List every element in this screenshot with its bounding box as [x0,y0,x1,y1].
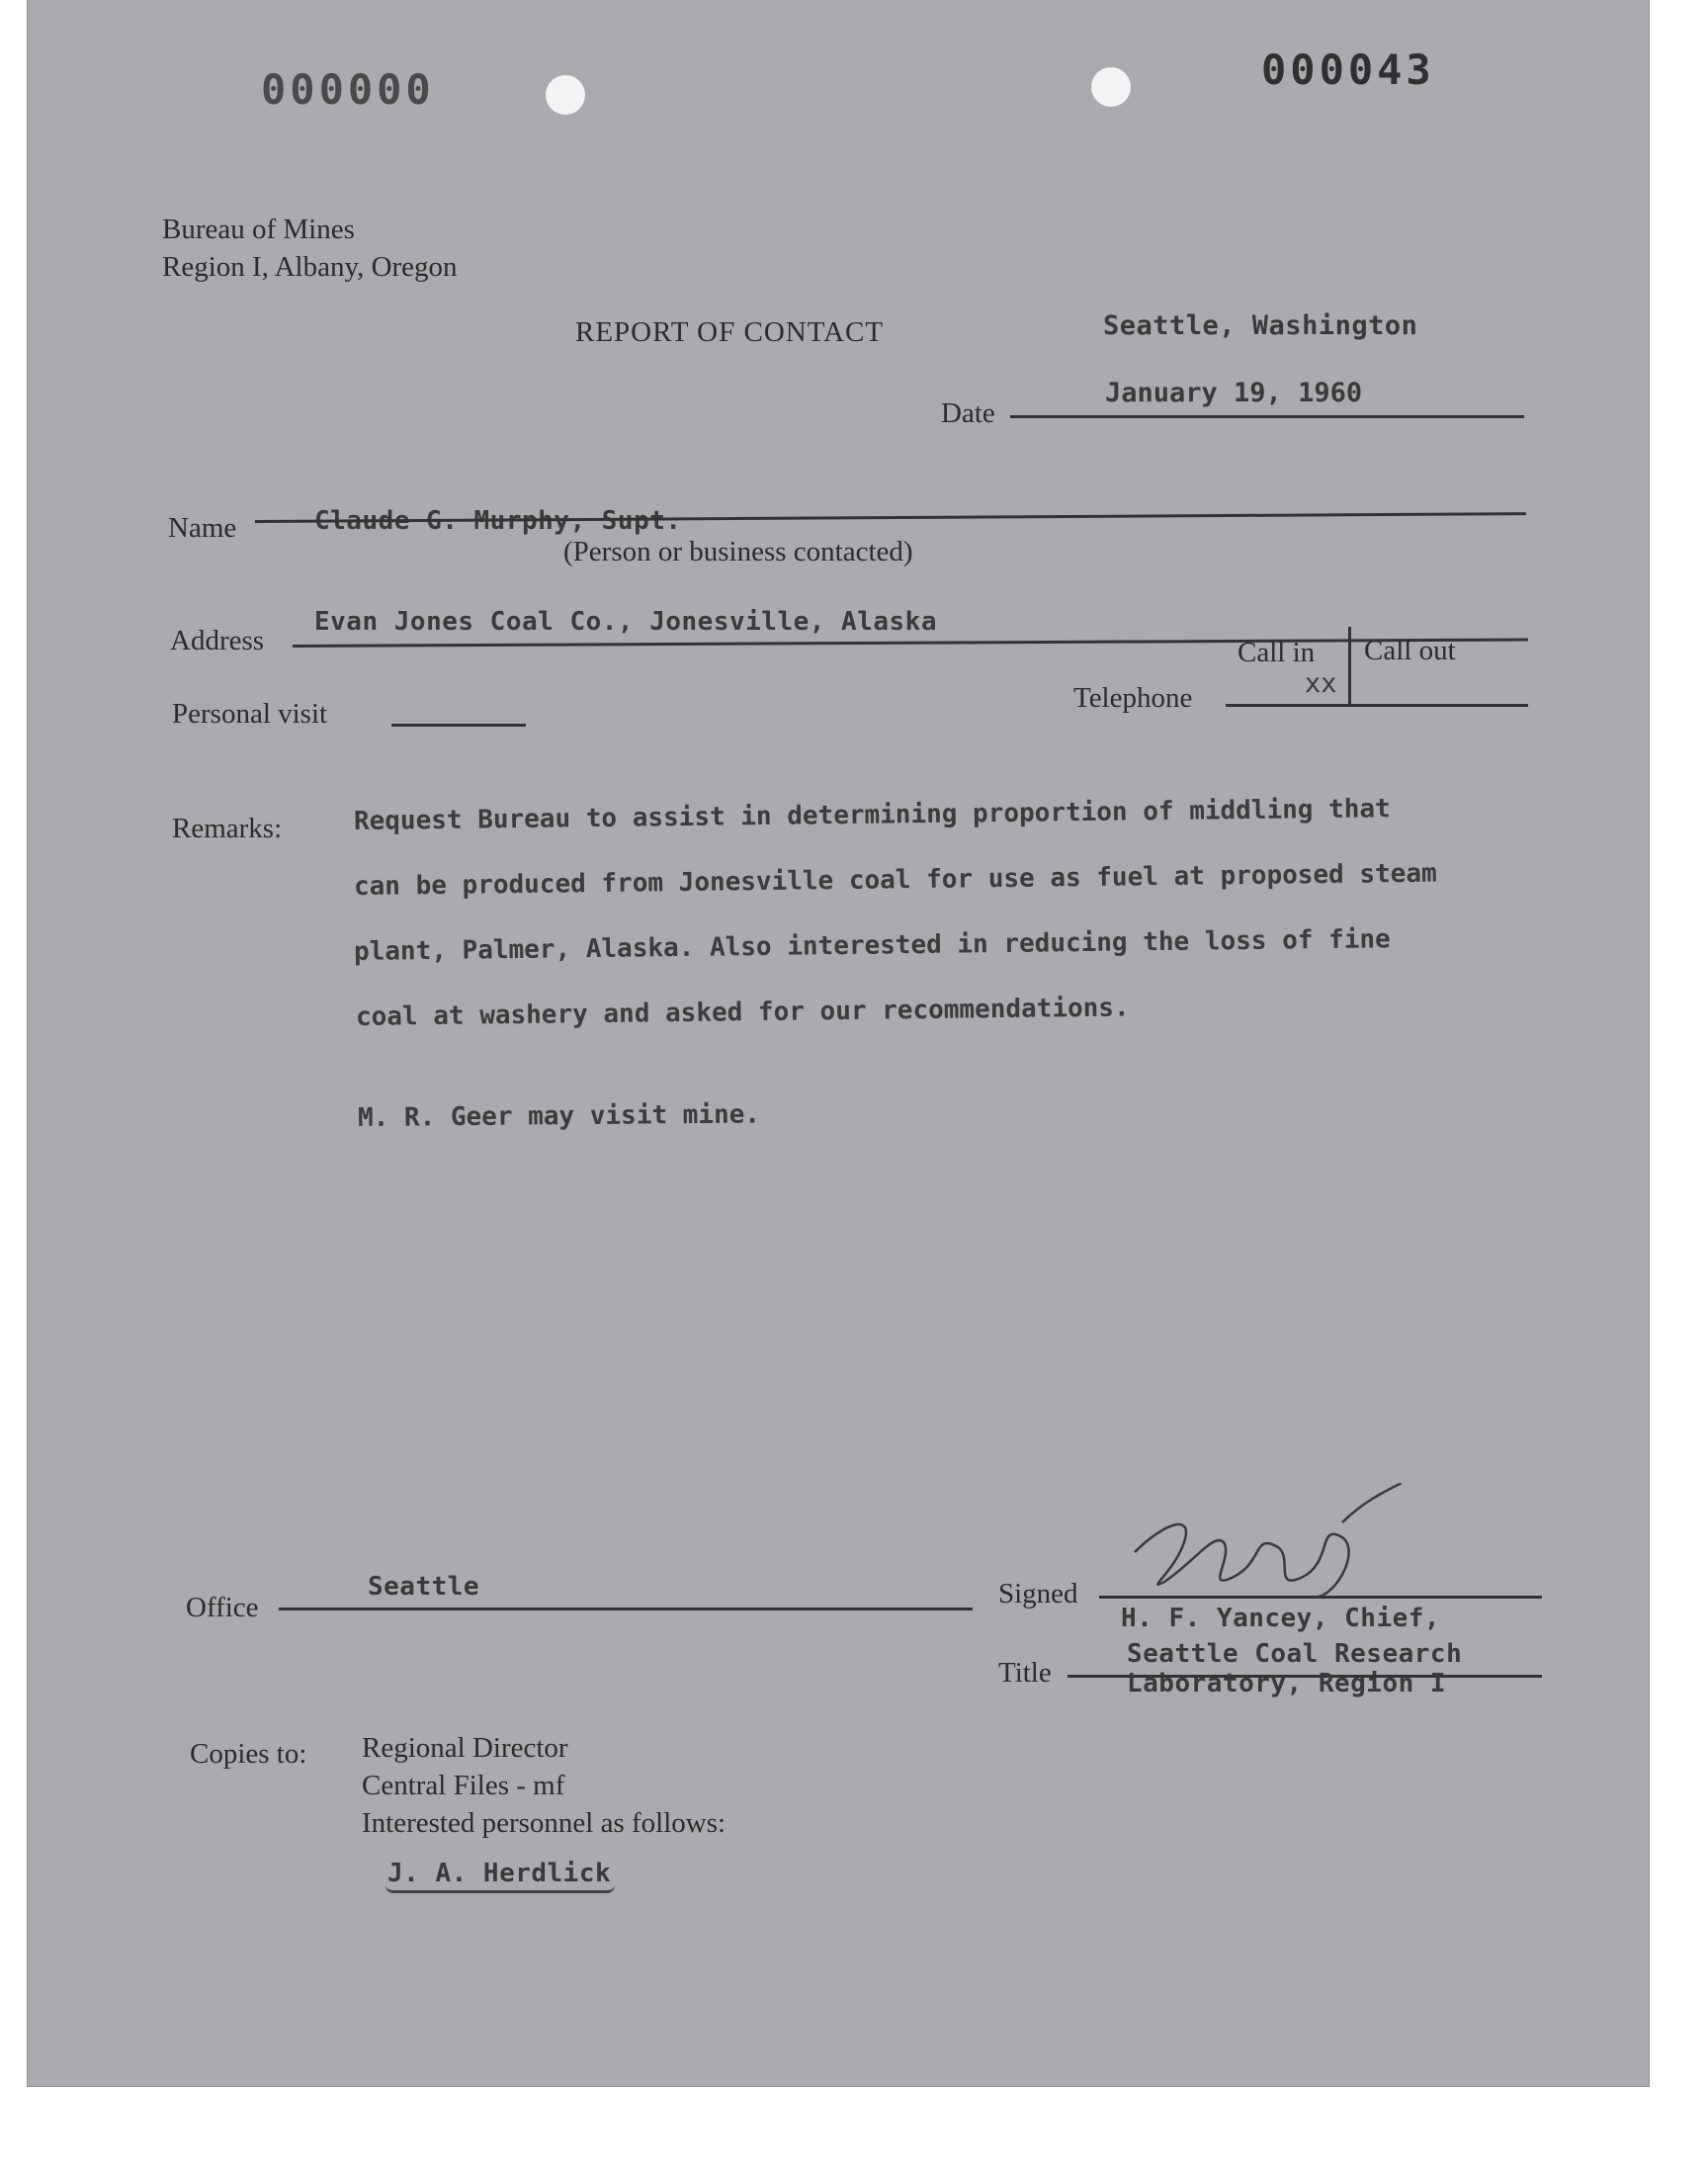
punch-hole-left [546,75,585,115]
remarks-line-3: plant, Palmer, Alaska. Also interested in reducing the loss of fine [353,924,1391,967]
report-location: Seattle, Washington [1103,310,1418,341]
remarks-label: Remarks: [172,813,283,844]
personal-visit-label: Personal visit [172,698,328,730]
copies-item-1: Regional Director [362,1732,568,1764]
call-in-label: Call in [1238,637,1316,668]
document-page [28,0,1649,2086]
remarks-line-2: can be produced from Jonesville coal for use as fuel at proposed steam [353,858,1437,902]
call-out-label: Call out [1364,635,1456,666]
personal-visit-line [391,724,526,727]
remarks-line-4: coal at washery and asked for our recommendations. [355,993,1130,1032]
call-in-mark: xx [1305,668,1337,699]
copies-person: J. A. Herdlick [385,1859,615,1893]
agency-name: Bureau of Mines [162,214,355,245]
title-line-1: Seattle Coal Research [1127,1639,1463,1669]
date-value: January 19, 1960 [1105,378,1363,408]
office-label: Office [186,1592,259,1623]
address-line [293,638,1528,648]
address-label: Address [170,625,265,656]
signed-label: Signed [998,1578,1078,1610]
remarks-note: M. R. Geer may visit mine. [357,1099,761,1133]
date-label: Date [941,397,995,429]
copies-item-2: Central Files - mf [362,1770,565,1801]
name-caption: (Person or business contacted) [563,536,913,567]
signed-value: H. F. Yancey, Chief, [1121,1604,1441,1633]
office-value: Seattle [368,1572,480,1602]
stamp-number-right: 000043 [1261,45,1435,94]
name-value: Claude G. Murphy, Supt. [314,506,682,536]
date-line [1010,415,1524,418]
remarks-line-1: Request Bureau to assist in determining proportion of middling that [353,794,1391,836]
address-value: Evan Jones Coal Co., Jonesville, Alaska [314,607,937,637]
punch-hole-right [1091,67,1131,107]
telephone-divider [1348,627,1351,704]
office-line [279,1608,973,1610]
name-label: Name [168,512,237,544]
signature-image [1105,1483,1402,1611]
telephone-label: Telephone [1073,682,1193,714]
stamp-number-left: 000000 [261,65,435,114]
copies-label: Copies to: [190,1738,307,1770]
form-title: REPORT OF CONTACT [575,316,885,348]
signed-line [1099,1596,1542,1599]
title-label: Title [998,1657,1052,1689]
telephone-line [1226,704,1528,707]
title-line-2: Laboratory, Region I [1127,1669,1447,1698]
agency-region: Region I, Albany, Oregon [162,251,458,283]
copies-item-3: Interested personnel as follows: [362,1807,726,1839]
